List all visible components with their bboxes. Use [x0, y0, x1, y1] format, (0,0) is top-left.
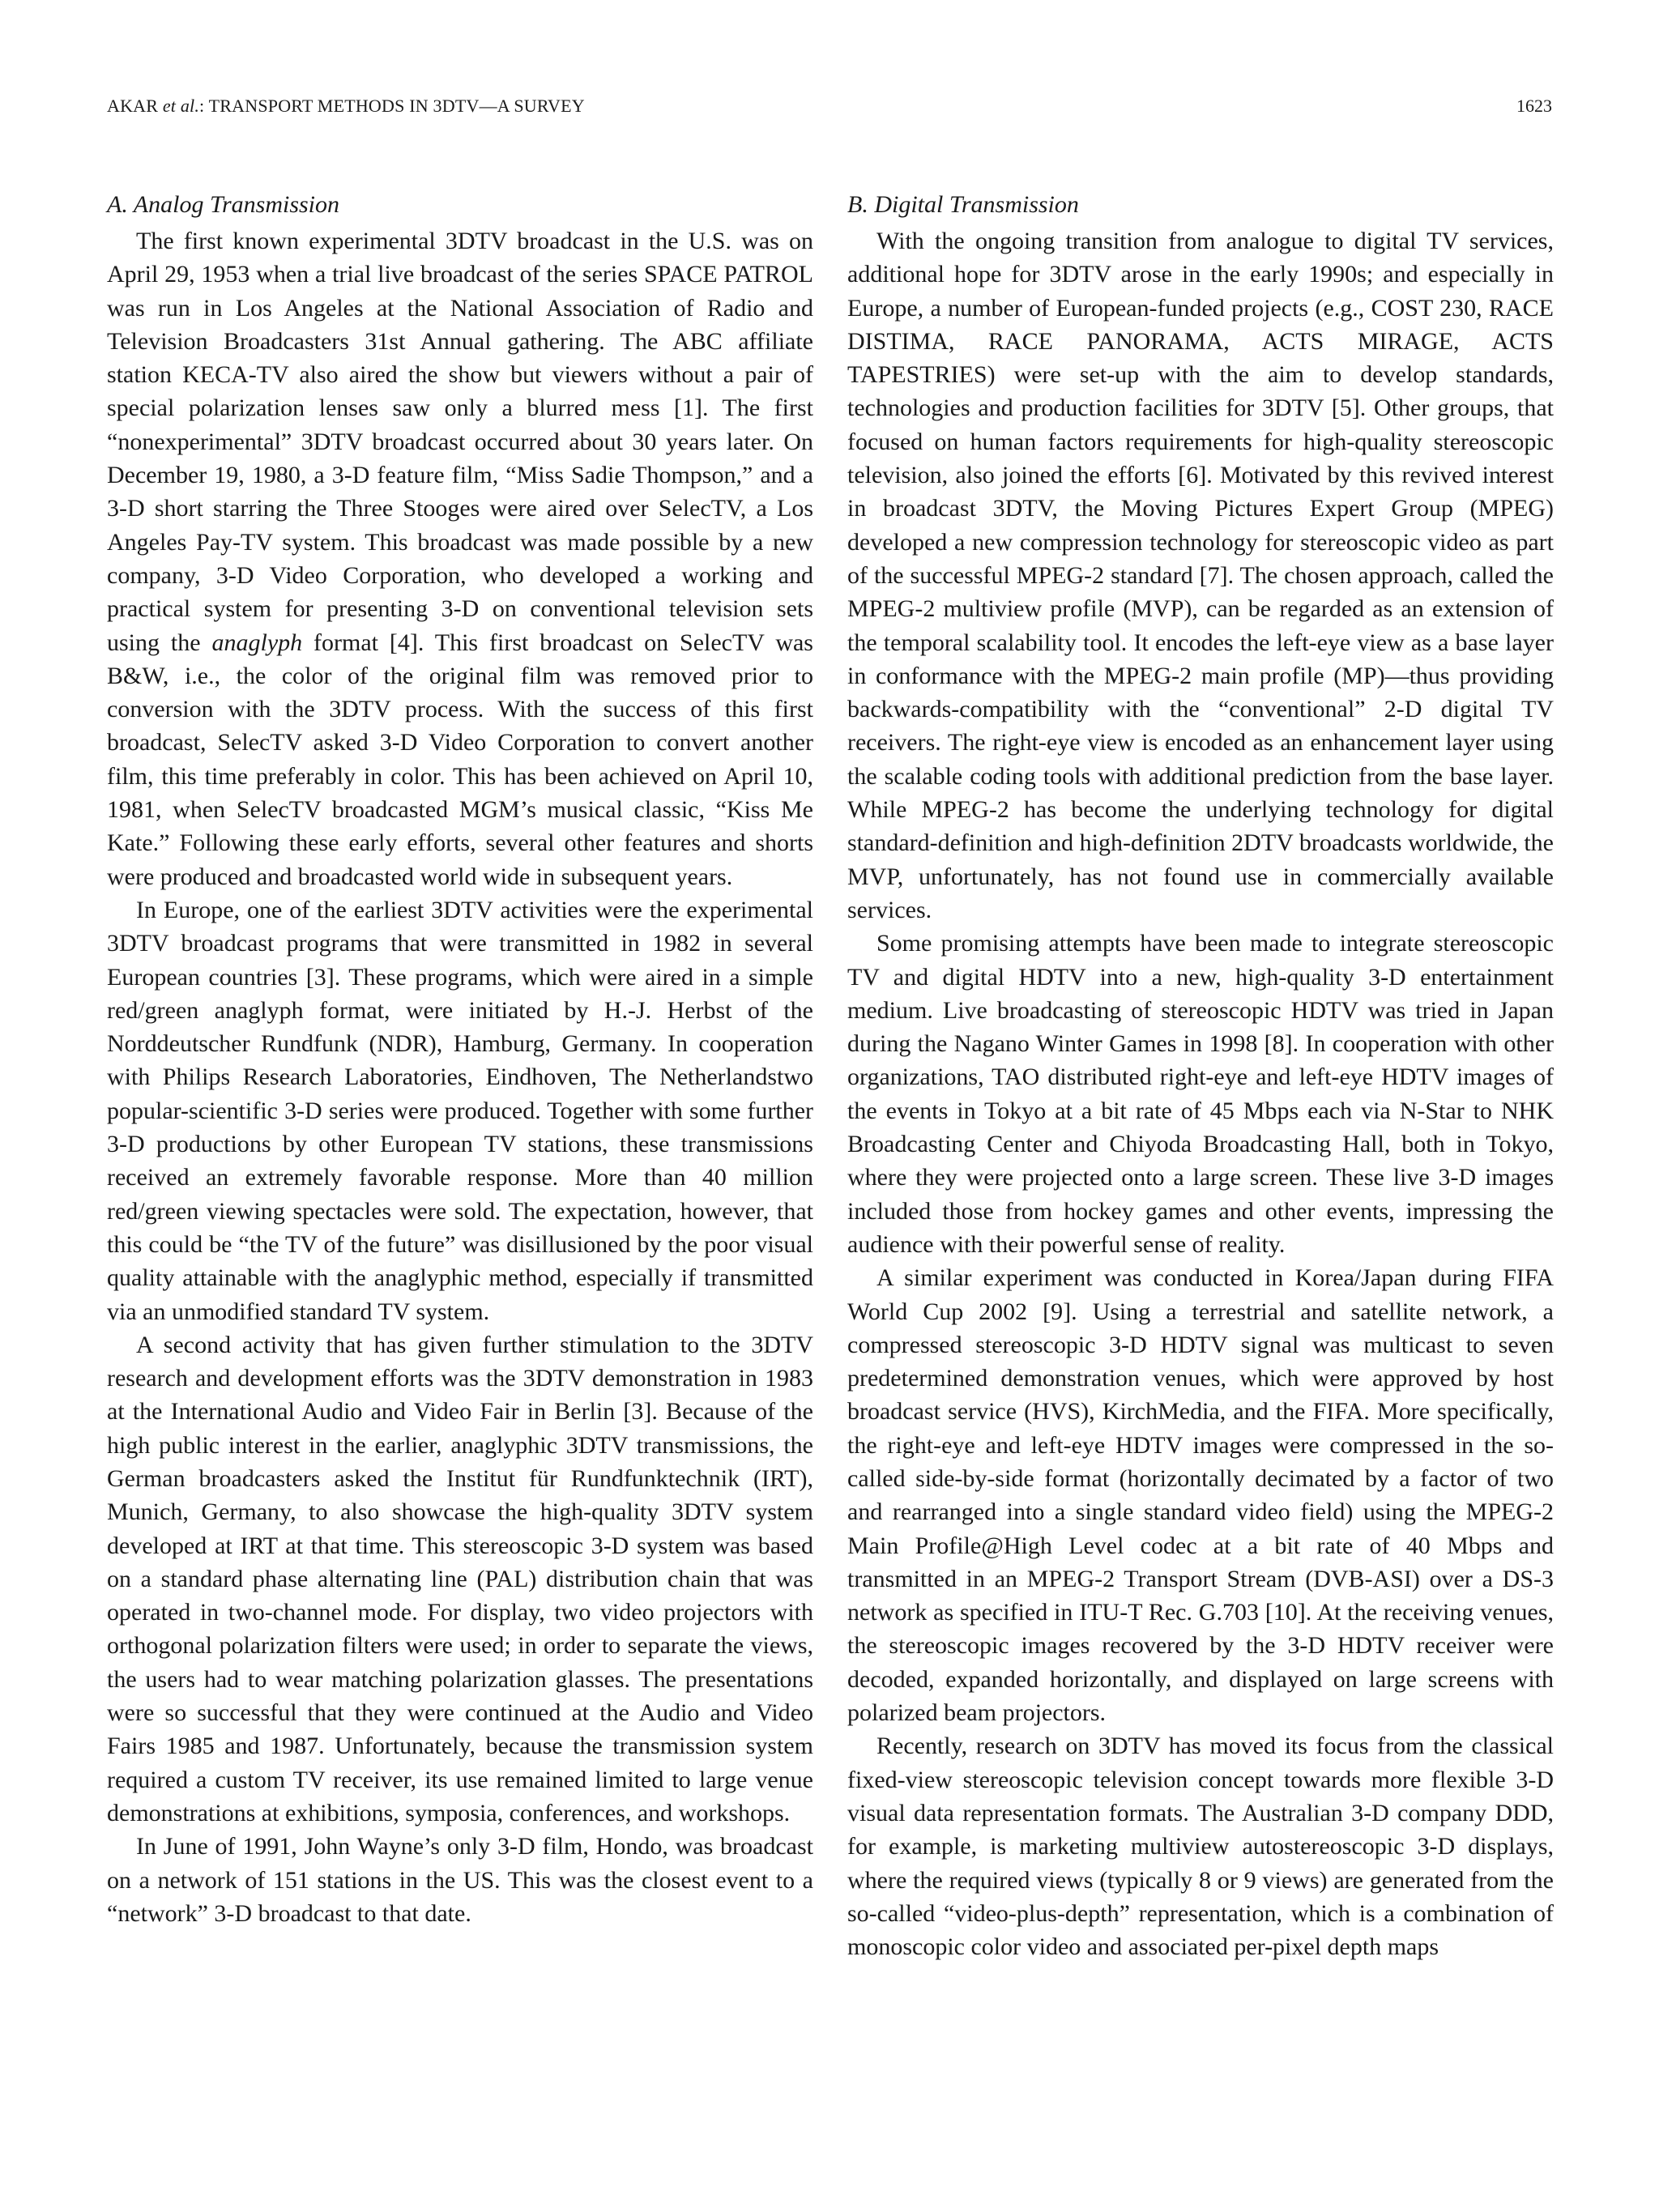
running-head-authors: AKAR: [107, 96, 163, 116]
page-number: 1623: [1516, 96, 1552, 116]
paragraph: Recently, research on 3DTV has moved its focus from the classical fixed-view stereoscopic television concept towards more flexible 3-D visual data representation formats. The Australian 3-D company DDD, for example, is marketing multiview autostereoscopic 3-D displays, where the required views (typically 8 or 9 views) are generated from the so-called “video-plus-depth” representation, which is a combination of monoscopic color video and associated per-pixel depth maps: [847, 1733, 1554, 1961]
paragraph: [107, 224, 813, 893]
running-head: [107, 96, 585, 117]
paragraph: In Europe, one of the earliest 3DTV activities were the experimental 3DTV broadcast programs that were transmitted in 1982 in several European countries [3]. These programs, which were aired in a simple red/green anaglyph format, were initiated by H.-J. Herbst of the Norddeutscher Rundfunk (NDR), Hamburg, Germany. In cooperation with Philips Research Laboratories, Eindhoven, The Netherlandstwo popular-scientific 3-D series were produced. Together with some further 3-D productions by other European TV stations, these transmissions received an extremely favorable response. More than 40 million red/green viewing spectacles were sold. The expectation, however, that this could be “the TV of the future” was disillusioned by the poor visual quality attainable with the anaglyphic method, especially if transmitted via an unmodified standard TV system.: [107, 896, 813, 1325]
paragraph: In June of 1991, John Wayne’s only 3-D film, Hondo, was broadcast on a network of 151 stations in the US. This was the closest event to a “network” 3-D broadcast to that date.: [107, 1833, 813, 1927]
paragraph: A similar experiment was conducted in Korea/Japan during FIFA World Cup 2002 [9]. Using a terrestrial and satellite network, a compressed stereoscopic 3-D HDTV signal was multicast to seven predetermined demonstration venues, which were approved by host broadcast service (HVS), KirchMedia, and the FIFA. More specifically, the right-eye and left-eye HDTV images were compressed in the so-called side-by-side format (horizontally decimated by a factor of two and rearranged into a single standard video field) using the MPEG-2 Main Profile@High Level codec at a bit rate of 40 Mbps and transmitted in an MPEG-2 Transport Stream (DVB-ASI) over a DS-3 network as specified in ITU-T Rec. G.703 [10]. At the receiving venues, the stereoscopic images recovered by the 3-D HDTV receiver were decoded, expanded horizontally, and displayed on large screens with polarized beam projectors.: [847, 1264, 1554, 1727]
left-column: [107, 188, 813, 1930]
paragraph: A second activity that has given further stimulation to the 3DTV research and development efforts was the 3DTV demonstration in 1983 at the International Audio and Video Fair in Berlin [3]. Because of the high public interest in the earlier, anaglyphic 3DTV transmissions, the German broadcasters asked the Institut für Rundfunktechnik (IRT), Munich, Germany, to also showcase the high-quality 3DTV system developed at IRT at that time. This stereoscopic 3-D system was based on a standard phase alternating line (PAL) distribution chain that was operated in two-channel mode. For display, two video projectors with orthogonal polarization filters were used; in order to separate the views, the users had to wear matching polarization glasses. The presentations were so successful that they were continued at the Audio and Video Fairs 1985 and 1987. Unfortunately, because the transmission system required a custom TV receiver, its use remained limited to large venue demonstrations at exhibitions, symposia, conferences, and workshops.: [107, 1331, 813, 1826]
emphasis-anaglyph: anaglyph: [211, 629, 303, 656]
running-head-etal: et al.: [162, 96, 200, 116]
section-heading-analog: A. Analog Transmission: [107, 191, 340, 218]
paragraph: With the ongoing transition from analogue to digital TV services, additional hope for 3DTV arose in the early 1990s; and especially in Europe, a number of European-funded projects (e.g., COST 230, RACE DISTIMA, RACE PANORAMA, ACTS MIRAGE, ACTS TAPESTRIES) were set-up with the aim to develop standards, technologies and production facilities for 3DTV [5]. Other groups, that focused on human factors requirements for high-quality stereoscopic television, also joined the efforts [6]. Motivated by this revived interest in broadcast 3DTV, the Moving Pictures Expert Group (MPEG) developed a new compression technology for stereoscopic video as part of the successful MPEG-2 standard [7]. The chosen approach, called the MPEG-2 multiview profile (MVP), can be regarded as an extension of the temporal scalability tool. It encodes the left-eye view as a base layer in conformance with the MPEG-2 main profile (MP)—thus providing backwards-compatibility with the “conventional” 2-D digital TV receivers. The right-eye view is encoded as an enhancement layer using the scalable coding tools with additional prediction from the base layer. While MPEG-2 has become the underlying technology for digital standard-definition and high-definition 2DTV broadcasts worldwide, the MVP, unfortunately, has not found use in commercially available services.: [847, 228, 1554, 923]
paragraph-text: The first known experimental 3DTV broadcast in the U.S. was on April 29, 1953 when a trial live broadcast of the series SPACE PATROL was run in Los Angeles at the National Association of Radio and Television Broadcasters 31st Annual gathering. The ABC affiliate station KECA-TV also aired the show but viewers without a pair of special polarization lenses saw only a blurred mess [1]. The first “nonexperimental” 3DTV broadcast occurred about 30 years later. On December 19, 1980, a 3-D feature film, “Miss Sadie Thompson,” and a 3-D short starring the Three Stooges were aired over SelecTV, a Los Angeles Pay-TV system. This broadcast was made possible by a new company, 3-D Video Corporation, who developed a working and practical system for presenting 3-D on conventional television sets using the: [107, 228, 813, 656]
paragraph: Some promising attempts have been made to integrate stereoscopic TV and digital HDTV into a new, high-quality 3-D entertainment medium. Live broadcasting of stereoscopic HDTV was tried in Japan during the Nagano Winter Games in 1998 [8]. In cooperation with other organizations, TAO distributed right-eye and left-eye HDTV images of the events in Tokyo at a bit rate of 45 Mbps each via N-Star to NHK Broadcasting Center and Chiyoda Broadcasting Hall, both in Tokyo, where they were projected onto a large screen. These live 3-D images included those from hockey games and other events, impressing the audience with their powerful sense of reality.: [847, 930, 1554, 1258]
right-column: [847, 188, 1554, 1963]
paragraph-text: format [4]. This first broadcast on SelecTV was B&W, i.e., the color of the original film was removed prior to conversion with the 3DTV process. With the success of this first broadcast, SelecTV asked 3-D Video Corporation to convert another film, this time preferably in color. This has been achieved on April 10, 1981, when SelecTV broadcasted MGM’s musical classic, “Kiss Me Kate.” Following these early efforts, several other features and shorts were produced and broadcasted world wide in subsequent years.: [107, 629, 813, 890]
running-head-title: : TRANSPORT METHODS IN 3DTV—A SURVEY: [199, 96, 585, 116]
section-heading-digital: B. Digital Transmission: [847, 191, 1079, 218]
